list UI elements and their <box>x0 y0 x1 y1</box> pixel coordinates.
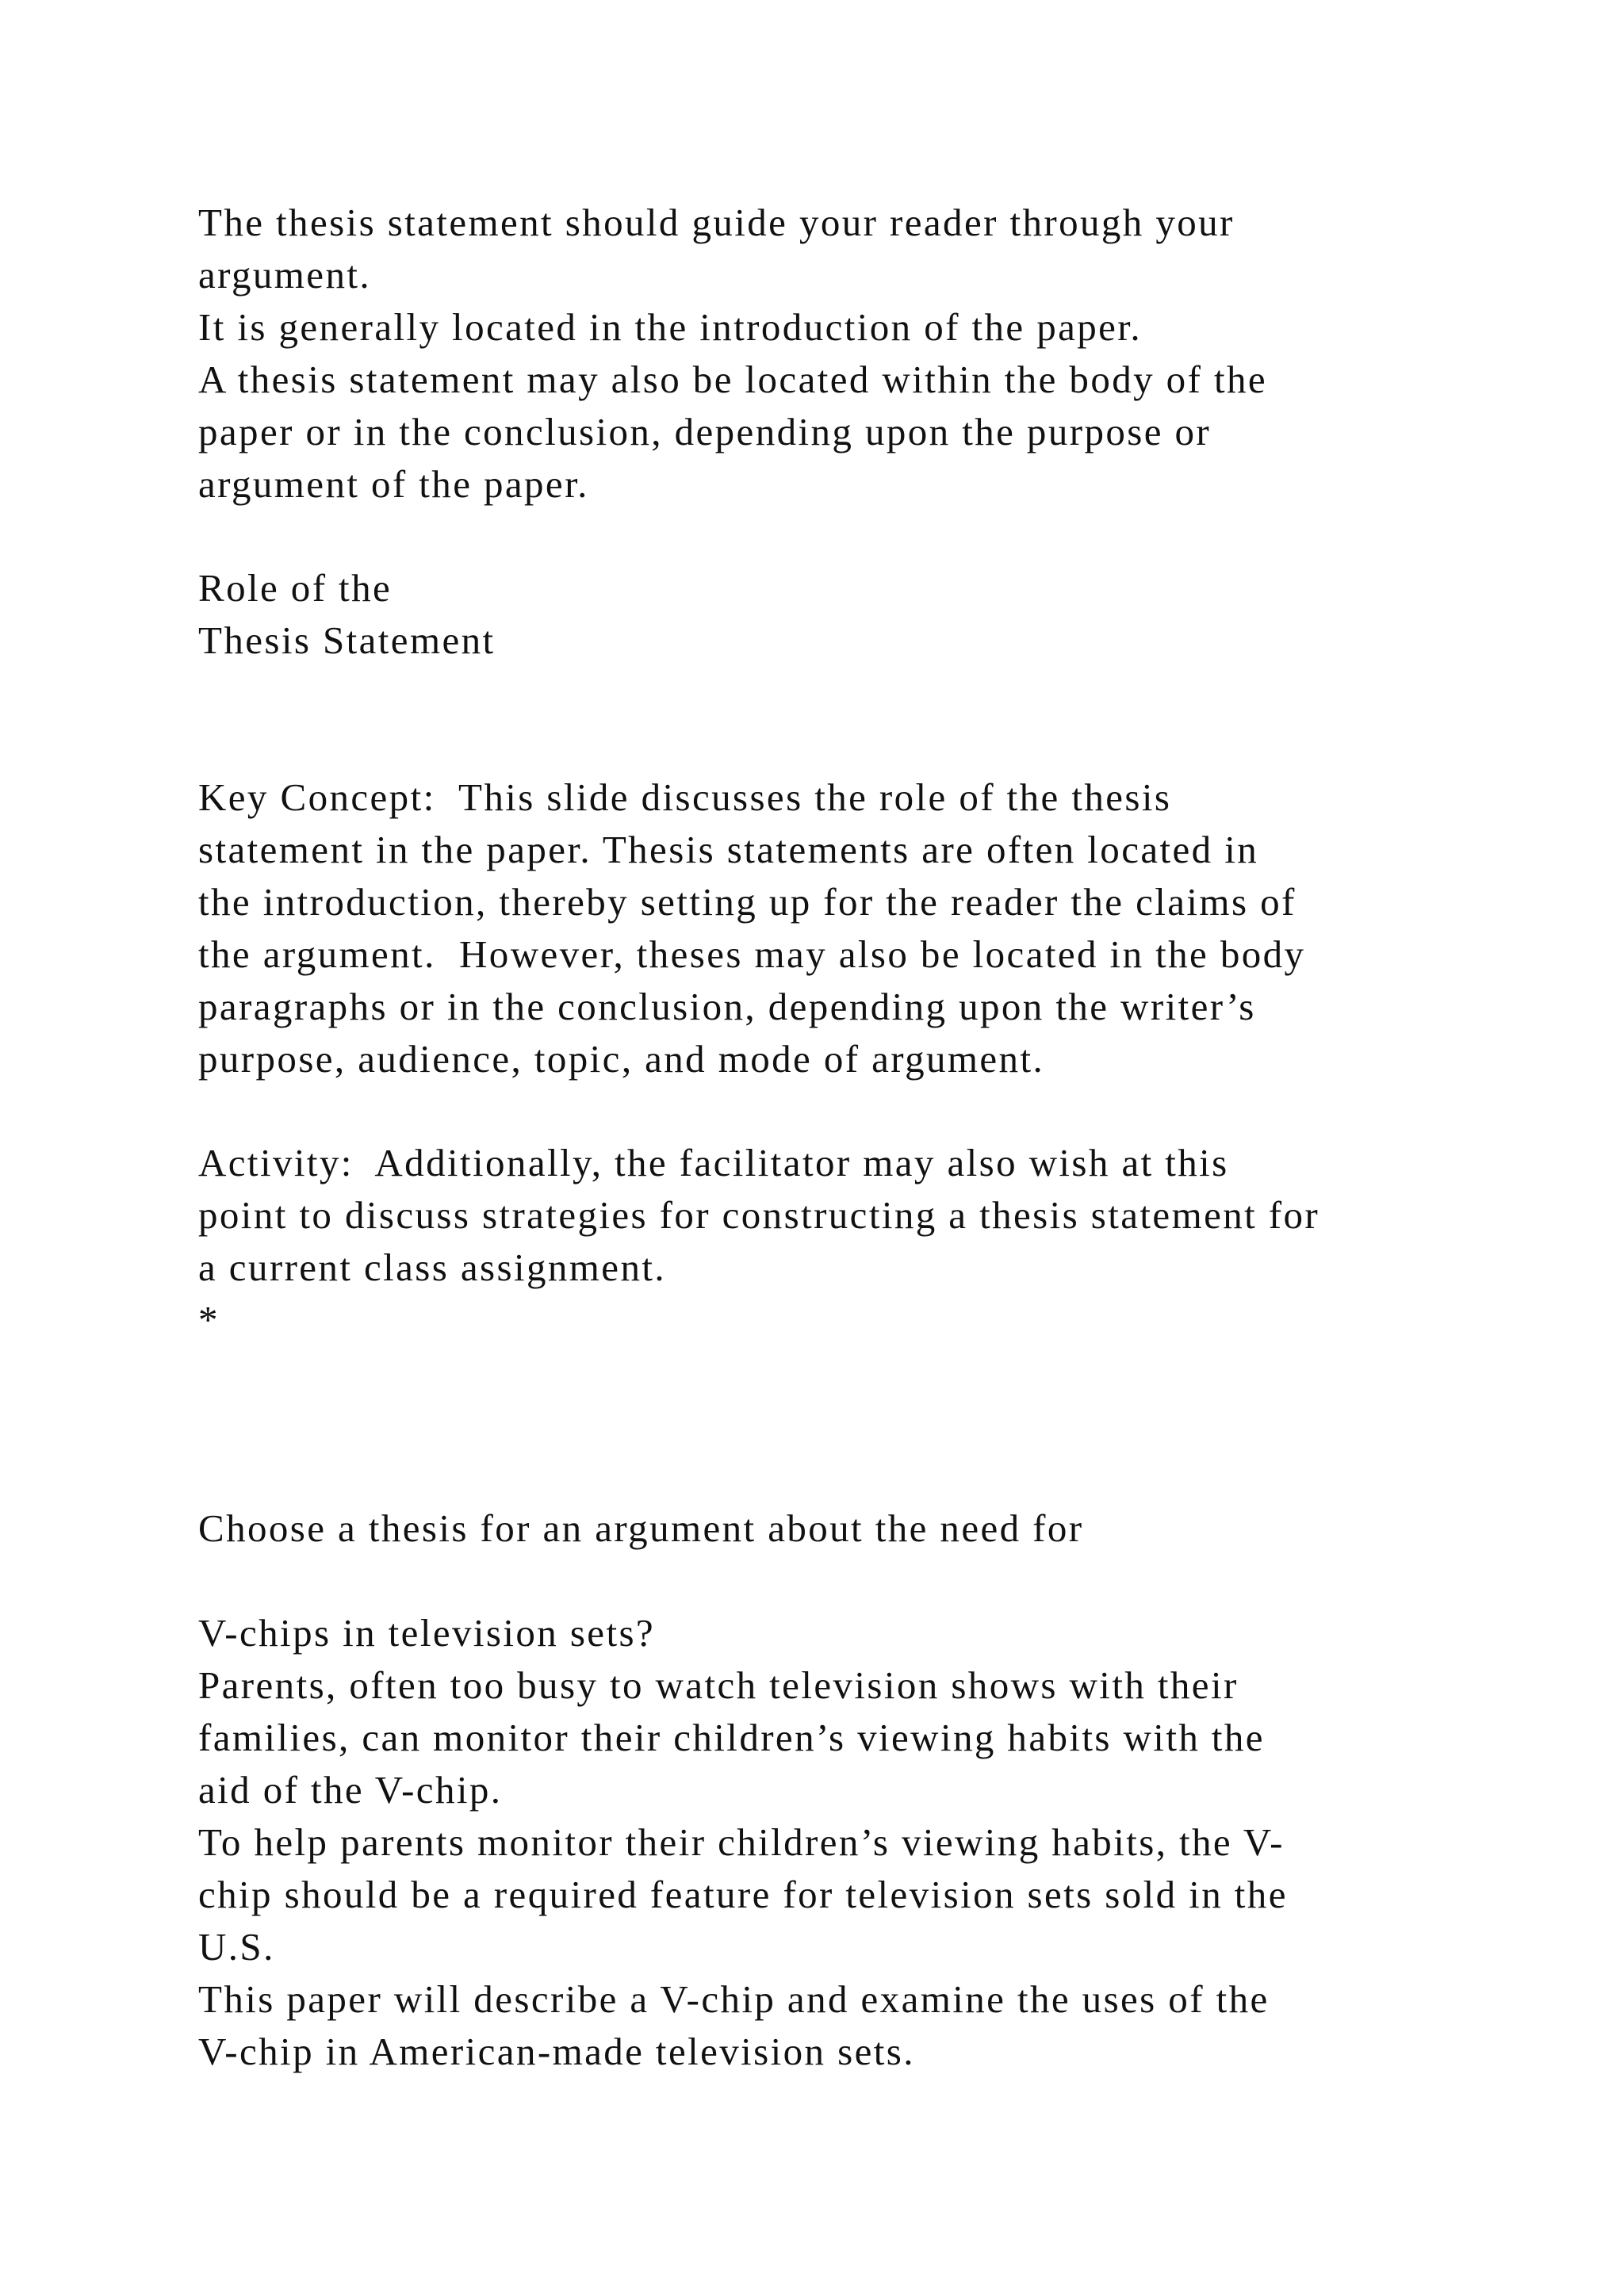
text-line: Thesis Statement <box>198 618 496 662</box>
text-line: families, can monitor their children’s viewing habits with the <box>198 1716 1265 1759</box>
slide-title <box>198 562 1499 667</box>
text-line: argument. <box>198 253 372 297</box>
activity-paragraph <box>198 1137 1499 1346</box>
question-options <box>198 1607 1499 2078</box>
text-line: This paper will describe a V-chip and examine the uses of the <box>198 1977 1270 2021</box>
text-line: statement in the paper. Thesis statements are often located in <box>198 828 1259 871</box>
text-line: paragraphs or in the conclusion, depending upon the writer’s <box>198 985 1256 1028</box>
text-line: the introduction, thereby setting up for the reader the claims of <box>198 880 1297 924</box>
text-line: Choose a thesis for an argument about the need for <box>198 1506 1084 1550</box>
text-line: V-chip in American-made television sets. <box>198 2030 915 2073</box>
text-line: Parents, often too busy to watch television shows with their <box>198 1663 1239 1707</box>
role-bullets-paragraph <box>198 197 1499 511</box>
text-line: aid of the V-chip. <box>198 1768 503 1812</box>
text-line: U.S. <box>198 1925 275 1969</box>
text-line: Role of the <box>198 566 393 610</box>
text-line: a current class assignment. <box>198 1246 667 1289</box>
text-line: Key Concept: This slide discusses the role of the thesis <box>198 775 1172 819</box>
text-line: To help parents monitor their children’s viewing habits, the V- <box>198 1820 1285 1864</box>
text-line: A thesis statement may also be located within the body of the <box>198 358 1268 401</box>
question-intro <box>198 1502 1499 1555</box>
text-line: point to discuss strategies for constructing a thesis statement for <box>198 1193 1320 1237</box>
text-line: V-chips in television sets? <box>198 1611 656 1655</box>
text-line: chip should be a required feature for television sets sold in the <box>198 1873 1288 1916</box>
key-concept-paragraph <box>198 771 1499 1085</box>
text-line: argument of the paper. <box>198 462 589 506</box>
text-line: The thesis statement should guide your reader through your <box>198 201 1235 244</box>
text-line: paper or in the conclusion, depending upon the purpose or <box>198 410 1212 453</box>
text-line: purpose, audience, topic, and mode of argument. <box>198 1037 1045 1081</box>
text-line: the argument. However, theses may also be located in the body <box>198 932 1306 976</box>
text-line: * <box>198 1298 220 1341</box>
text-line: It is generally located in the introduction of the paper. <box>198 305 1142 349</box>
text-line: Activity: Additionally, the facilitator may also wish at this <box>198 1141 1229 1184</box>
